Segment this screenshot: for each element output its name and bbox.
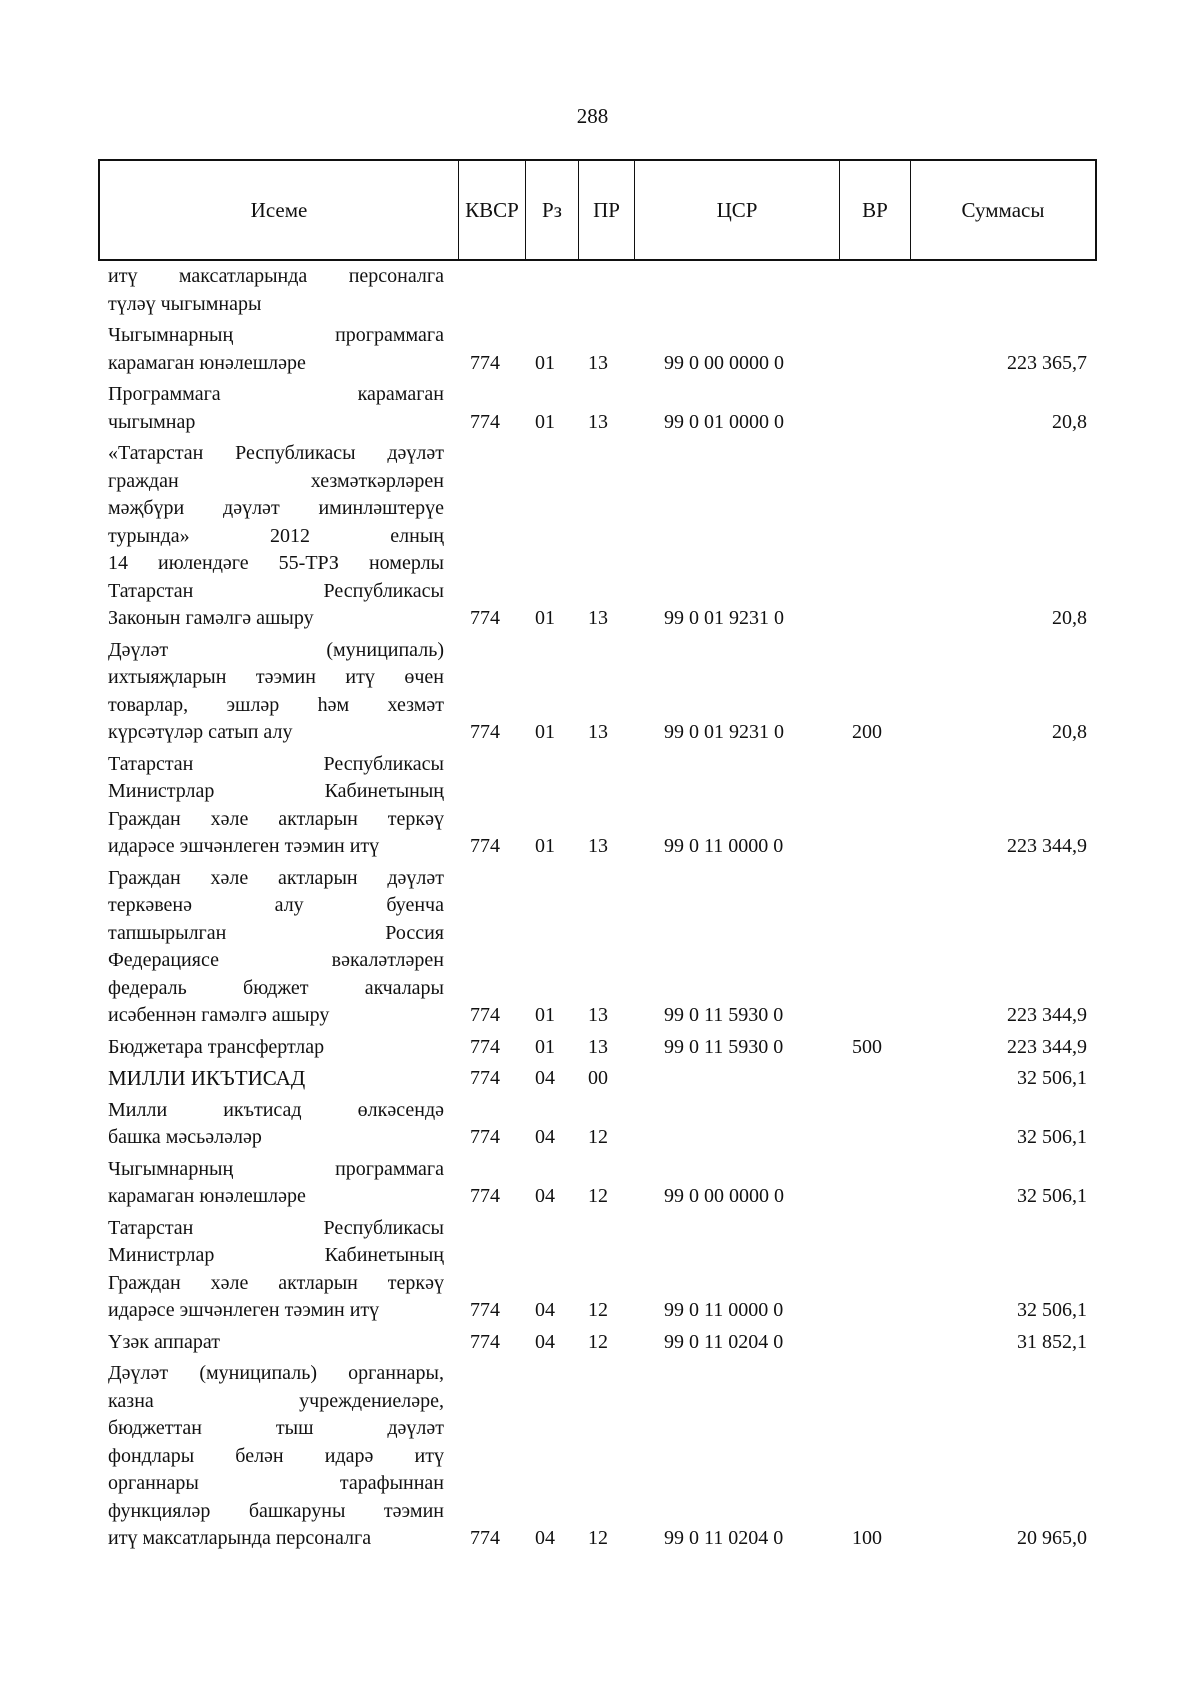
table-row [0, 1215, 1200, 1329]
cell-kvsr: 774 [470, 351, 500, 374]
row-name-line: Законын гамәлгә ашыру [108, 607, 314, 629]
cell-rz: 01 [535, 1035, 555, 1058]
cell-sum: 32 506,1 [1017, 1299, 1087, 1321]
cell-rz: 01 [535, 835, 555, 857]
row-name-line: бюджеттан тыш дәүләт [108, 1417, 444, 1439]
cell-sum: 223 365,7 [1007, 351, 1087, 374]
table-row [0, 1034, 1200, 1066]
row-name-line: итү максатларында персоналга [108, 1527, 372, 1549]
row-name-line: функцияләр башкаруны тәэмин [108, 1499, 444, 1522]
cell-rz: 04 [535, 1126, 555, 1148]
row-name-line: теркәвенә алу буенча [108, 894, 444, 916]
cell-csr: 99 0 00 0000 0 [664, 1185, 784, 1207]
cell-rz: 01 [535, 410, 555, 433]
header-name: Исеме [100, 161, 459, 259]
cell-pr: 12 [588, 1299, 608, 1321]
row-name [108, 322, 444, 377]
row-name-line: федераль бюджет акчалары [108, 976, 444, 999]
row-name-line: МИЛЛИ ИКЪТИСАД [108, 1066, 306, 1090]
row-name-line: исәбеннән гамәлгә ашыру [108, 1004, 330, 1026]
table-row [0, 1329, 1200, 1361]
cell-kvsr: 774 [470, 1067, 500, 1089]
cell-pr: 13 [588, 410, 608, 433]
table-row [0, 751, 1200, 865]
cell-kvsr: 774 [470, 835, 500, 857]
table-row [0, 1065, 1200, 1097]
row-name-line: 14 июлендәге 55-ТРЗ номерлы [108, 552, 444, 574]
cell-csr: 99 0 01 9231 0 [664, 607, 784, 629]
cell-rz: 01 [535, 1004, 555, 1026]
cell-csr: 99 0 00 0000 0 [664, 351, 784, 374]
row-name-line: турында» 2012 елның [108, 524, 444, 547]
cell-csr: 99 0 01 9231 0 [664, 721, 784, 743]
cell-rz: 04 [535, 1527, 555, 1549]
cell-sum: 223 344,9 [1007, 835, 1087, 857]
cell-kvsr: 774 [470, 721, 500, 743]
row-name-line: фондлары белән идарә итү [108, 1444, 444, 1467]
row-name [108, 637, 444, 747]
cell-sum: 20,8 [1052, 607, 1087, 629]
row-name-line: карамаган юнәлешләре [108, 351, 306, 374]
row-name [108, 1329, 444, 1357]
row-name-line: Граждан хәле актларын теркәү [108, 807, 444, 830]
cell-sum: 32 506,1 [1017, 1185, 1087, 1207]
header-vr: ВР [840, 161, 911, 259]
row-name-line: башка мәсьәләләр [108, 1126, 262, 1148]
cell-sum: 223 344,9 [1007, 1035, 1087, 1058]
cell-pr: 13 [588, 1004, 608, 1026]
cell-vr: 500 [852, 1035, 882, 1058]
row-name [108, 1156, 444, 1211]
row-name [108, 1215, 444, 1325]
row-name-line: органнары тарафыннан [108, 1472, 444, 1494]
row-name-line: ихтыяҗларын тәэмин итү өчен [108, 666, 444, 688]
row-name [108, 865, 444, 1030]
row-name [108, 381, 444, 436]
table-row [0, 865, 1200, 1034]
cell-kvsr: 774 [470, 1299, 500, 1321]
row-name-line: казна учреждениеләре, [108, 1389, 444, 1412]
table-row [0, 1097, 1200, 1156]
row-name-line: Татарстан Республикасы [108, 752, 444, 775]
cell-rz: 04 [535, 1330, 555, 1353]
cell-csr: 99 0 11 0000 0 [664, 1299, 784, 1321]
row-name [108, 751, 444, 861]
table-row [0, 263, 1200, 322]
cell-rz: 04 [535, 1067, 555, 1089]
cell-pr: 12 [588, 1330, 608, 1353]
cell-sum: 20,8 [1052, 721, 1087, 743]
row-name-line: граждан хезмәткәрләрен [108, 469, 444, 492]
cell-kvsr: 774 [470, 1126, 500, 1148]
header-sum: Суммасы [961, 197, 1045, 222]
cell-csr: 99 0 11 0000 0 [664, 835, 784, 857]
cell-vr: 200 [852, 721, 882, 743]
cell-pr: 13 [588, 721, 608, 743]
row-name-line: Милли икътисад өлкәсендә [108, 1098, 444, 1121]
row-name [108, 263, 444, 318]
row-name-line: Бюджетара трансфертлар [108, 1035, 325, 1058]
row-name [108, 1097, 444, 1152]
header-csr: ЦСР [635, 161, 840, 259]
row-name-line: Чыгымнарның программага [108, 324, 444, 346]
row-name-line: күрсәтүләр сатып алу [108, 721, 293, 743]
cell-csr: 99 0 11 0204 0 [664, 1527, 784, 1549]
row-name-line: карамаган юнәлешләре [108, 1185, 306, 1207]
cell-rz: 04 [535, 1299, 555, 1321]
row-name [108, 1034, 444, 1062]
row-name-line: итү максатларында персоналга [108, 265, 444, 287]
header-rz: Рз [526, 161, 579, 259]
cell-pr: 13 [588, 835, 608, 857]
row-name-line: тапшырылган Россия [108, 921, 444, 944]
table-row [0, 381, 1200, 440]
table-row [0, 322, 1200, 381]
cell-sum: 32 506,1 [1017, 1067, 1087, 1089]
row-name-line: Татарстан Республикасы [108, 579, 444, 602]
cell-sum: 20 965,0 [1017, 1527, 1087, 1549]
row-name-line: чыгымнар [108, 410, 196, 433]
cell-rz: 01 [535, 607, 555, 629]
header-pr: ПР [579, 161, 635, 259]
cell-csr: 99 0 01 0000 0 [664, 410, 784, 433]
cell-pr: 13 [588, 351, 608, 374]
cell-kvsr: 774 [470, 607, 500, 629]
cell-csr: 99 0 11 0204 0 [664, 1330, 784, 1353]
cell-pr: 00 [588, 1067, 608, 1089]
row-name [108, 1360, 444, 1553]
cell-kvsr: 774 [470, 1185, 500, 1207]
table-body [0, 263, 1200, 1557]
row-name-line: «Татарстан Республикасы дәүләт [108, 442, 444, 464]
row-name-line: Дәүләт (муниципаль) [108, 638, 444, 661]
cell-pr: 12 [588, 1527, 608, 1549]
cell-vr: 100 [852, 1527, 882, 1549]
cell-sum: 20,8 [1052, 410, 1087, 433]
cell-pr: 13 [588, 607, 608, 629]
row-name [108, 1065, 444, 1093]
row-name-line: Программага карамаган [108, 383, 444, 405]
row-name [108, 440, 444, 633]
row-name-line: түләү чыгымнары [108, 292, 262, 315]
row-name-line: Министрлар Кабинетының [108, 780, 444, 802]
cell-kvsr: 774 [470, 410, 500, 433]
row-name-line: Граждан хәле актларын теркәү [108, 1271, 444, 1294]
cell-pr: 13 [588, 1035, 608, 1058]
row-name-line: товарлар, эшләр һәм хезмәт [108, 693, 444, 716]
table-row [0, 637, 1200, 751]
row-name-line: Федерациясе вәкаләтләрен [108, 949, 444, 971]
row-name-line: Дәүләт (муниципаль) органнары, [108, 1362, 444, 1384]
cell-pr: 12 [588, 1185, 608, 1207]
row-name-line: Граждан хәле актларын дәүләт [108, 866, 444, 889]
cell-kvsr: 774 [470, 1527, 500, 1549]
row-name-line: Үзәк аппарат [108, 1330, 220, 1353]
cell-rz: 01 [535, 351, 555, 374]
cell-rz: 01 [535, 721, 555, 743]
cell-rz: 04 [535, 1185, 555, 1207]
row-name-line: Чыгымнарның программага [108, 1157, 444, 1180]
page-number: 288 [576, 104, 609, 128]
row-name-line: мәҗбүри дәүләт иминләштерүе [108, 497, 444, 519]
row-name-line: идарәсе эшчәнлеген тәэмин итү [108, 1299, 380, 1321]
cell-sum: 32 506,1 [1017, 1126, 1087, 1148]
table-header [98, 159, 1097, 261]
cell-kvsr: 774 [470, 1004, 500, 1026]
header-kvsr: КВСР [459, 161, 526, 259]
cell-kvsr: 774 [470, 1035, 500, 1058]
cell-sum: 223 344,9 [1007, 1004, 1087, 1026]
table-row [0, 440, 1200, 637]
cell-pr: 12 [588, 1126, 608, 1148]
cell-kvsr: 774 [470, 1330, 500, 1353]
cell-sum: 31 852,1 [1017, 1330, 1087, 1353]
table-row [0, 1360, 1200, 1557]
table-row [0, 1156, 1200, 1215]
cell-csr: 99 0 11 5930 0 [664, 1004, 784, 1026]
row-name-line: Министрлар Кабинетының [108, 1244, 444, 1266]
cell-csr: 99 0 11 5930 0 [664, 1035, 784, 1058]
row-name-line: идарәсе эшчәнлеген тәэмин итү [108, 835, 380, 857]
row-name-line: Татарстан Республикасы [108, 1216, 444, 1239]
